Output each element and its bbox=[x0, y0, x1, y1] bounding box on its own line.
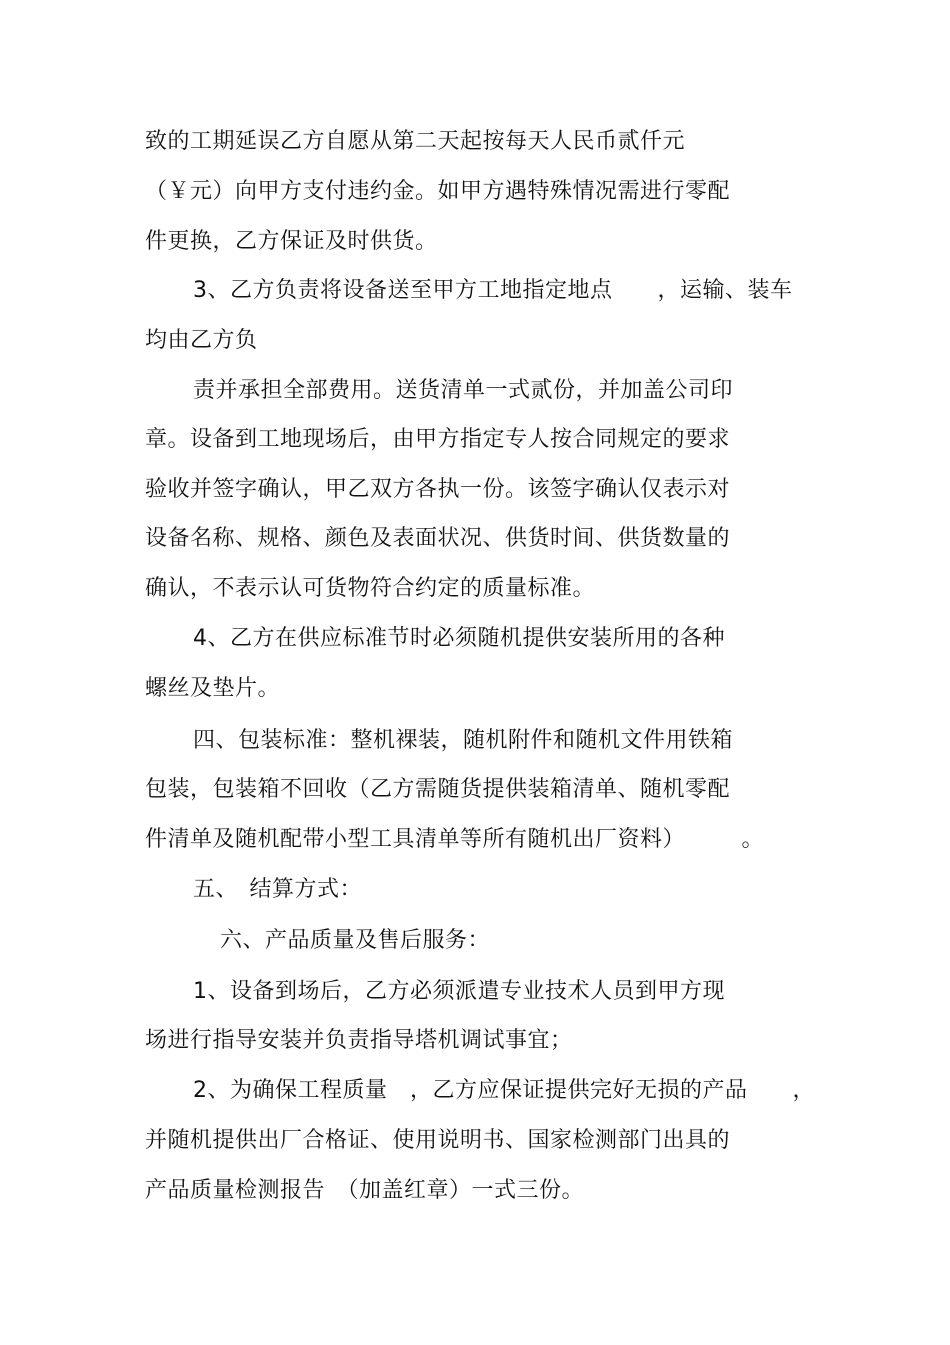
text-line: 责并承担全部费用。送货清单一式贰份，并加盖公司印 bbox=[193, 378, 734, 403]
text-line: 件更换，乙方保证及时供货。 bbox=[145, 229, 438, 254]
text-line: 设备名称、规格、颜色及表面状况、供货时间、供货数量的 bbox=[145, 526, 731, 551]
text-line: 件清单及随机配带小型工具清单等所有随机出厂资料） 。 bbox=[145, 827, 765, 852]
text-line: 并随机提供出厂合格证、使用说明书、国家检测部门出具的 bbox=[145, 1128, 731, 1153]
text-line: 章。设备到工地现场后，由甲方指定专人按合同规定的要求 bbox=[145, 427, 731, 452]
text-line: 2、为确保工程质量 ，乙方应保证提供完好无损的产品 ， bbox=[193, 1078, 815, 1103]
text-line: 包装，包装箱不回收（乙方需随货提供装箱清单、随机零配 bbox=[145, 777, 731, 802]
text-line: （￥元）向甲方支付违约金。如甲方遇特殊情况需进行零配 bbox=[145, 179, 731, 204]
text-line: 3、乙方负责将设备送至甲方工地指定地点 ，运输、装车 bbox=[193, 278, 793, 303]
section-heading: 五、 结算方式： bbox=[193, 877, 363, 902]
text-line: 1、设备到场后，乙方必须派遣专业技术人员到甲方现 bbox=[193, 979, 725, 1004]
text-line: 致的工期延误乙方自愿从第二天起按每天人民币贰仟元 bbox=[145, 129, 686, 154]
text-line: 验收并签字确认，甲乙双方各执一份。该签字确认仅表示对 bbox=[145, 477, 731, 502]
text-line: 四、包装标准：整机裸装，随机附件和随机文件用铁箱 bbox=[193, 728, 734, 753]
text-line: 产品质量检测报告 （加盖红章）一式三份。 bbox=[145, 1178, 585, 1203]
text-line: 确认，不表示认可货物符合约定的质量标准。 bbox=[145, 576, 596, 601]
text-line: 螺丝及垫片。 bbox=[145, 676, 281, 701]
text-line: 4、乙方在供应标准节时必须随机提供安装所用的各种 bbox=[193, 626, 725, 651]
text-line: 均由乙方负 bbox=[145, 328, 258, 353]
text-line: 场进行指导安装并负责指导塔机调试事宜； bbox=[145, 1028, 573, 1053]
section-heading: 六、产品质量及售后服务： bbox=[220, 928, 491, 953]
